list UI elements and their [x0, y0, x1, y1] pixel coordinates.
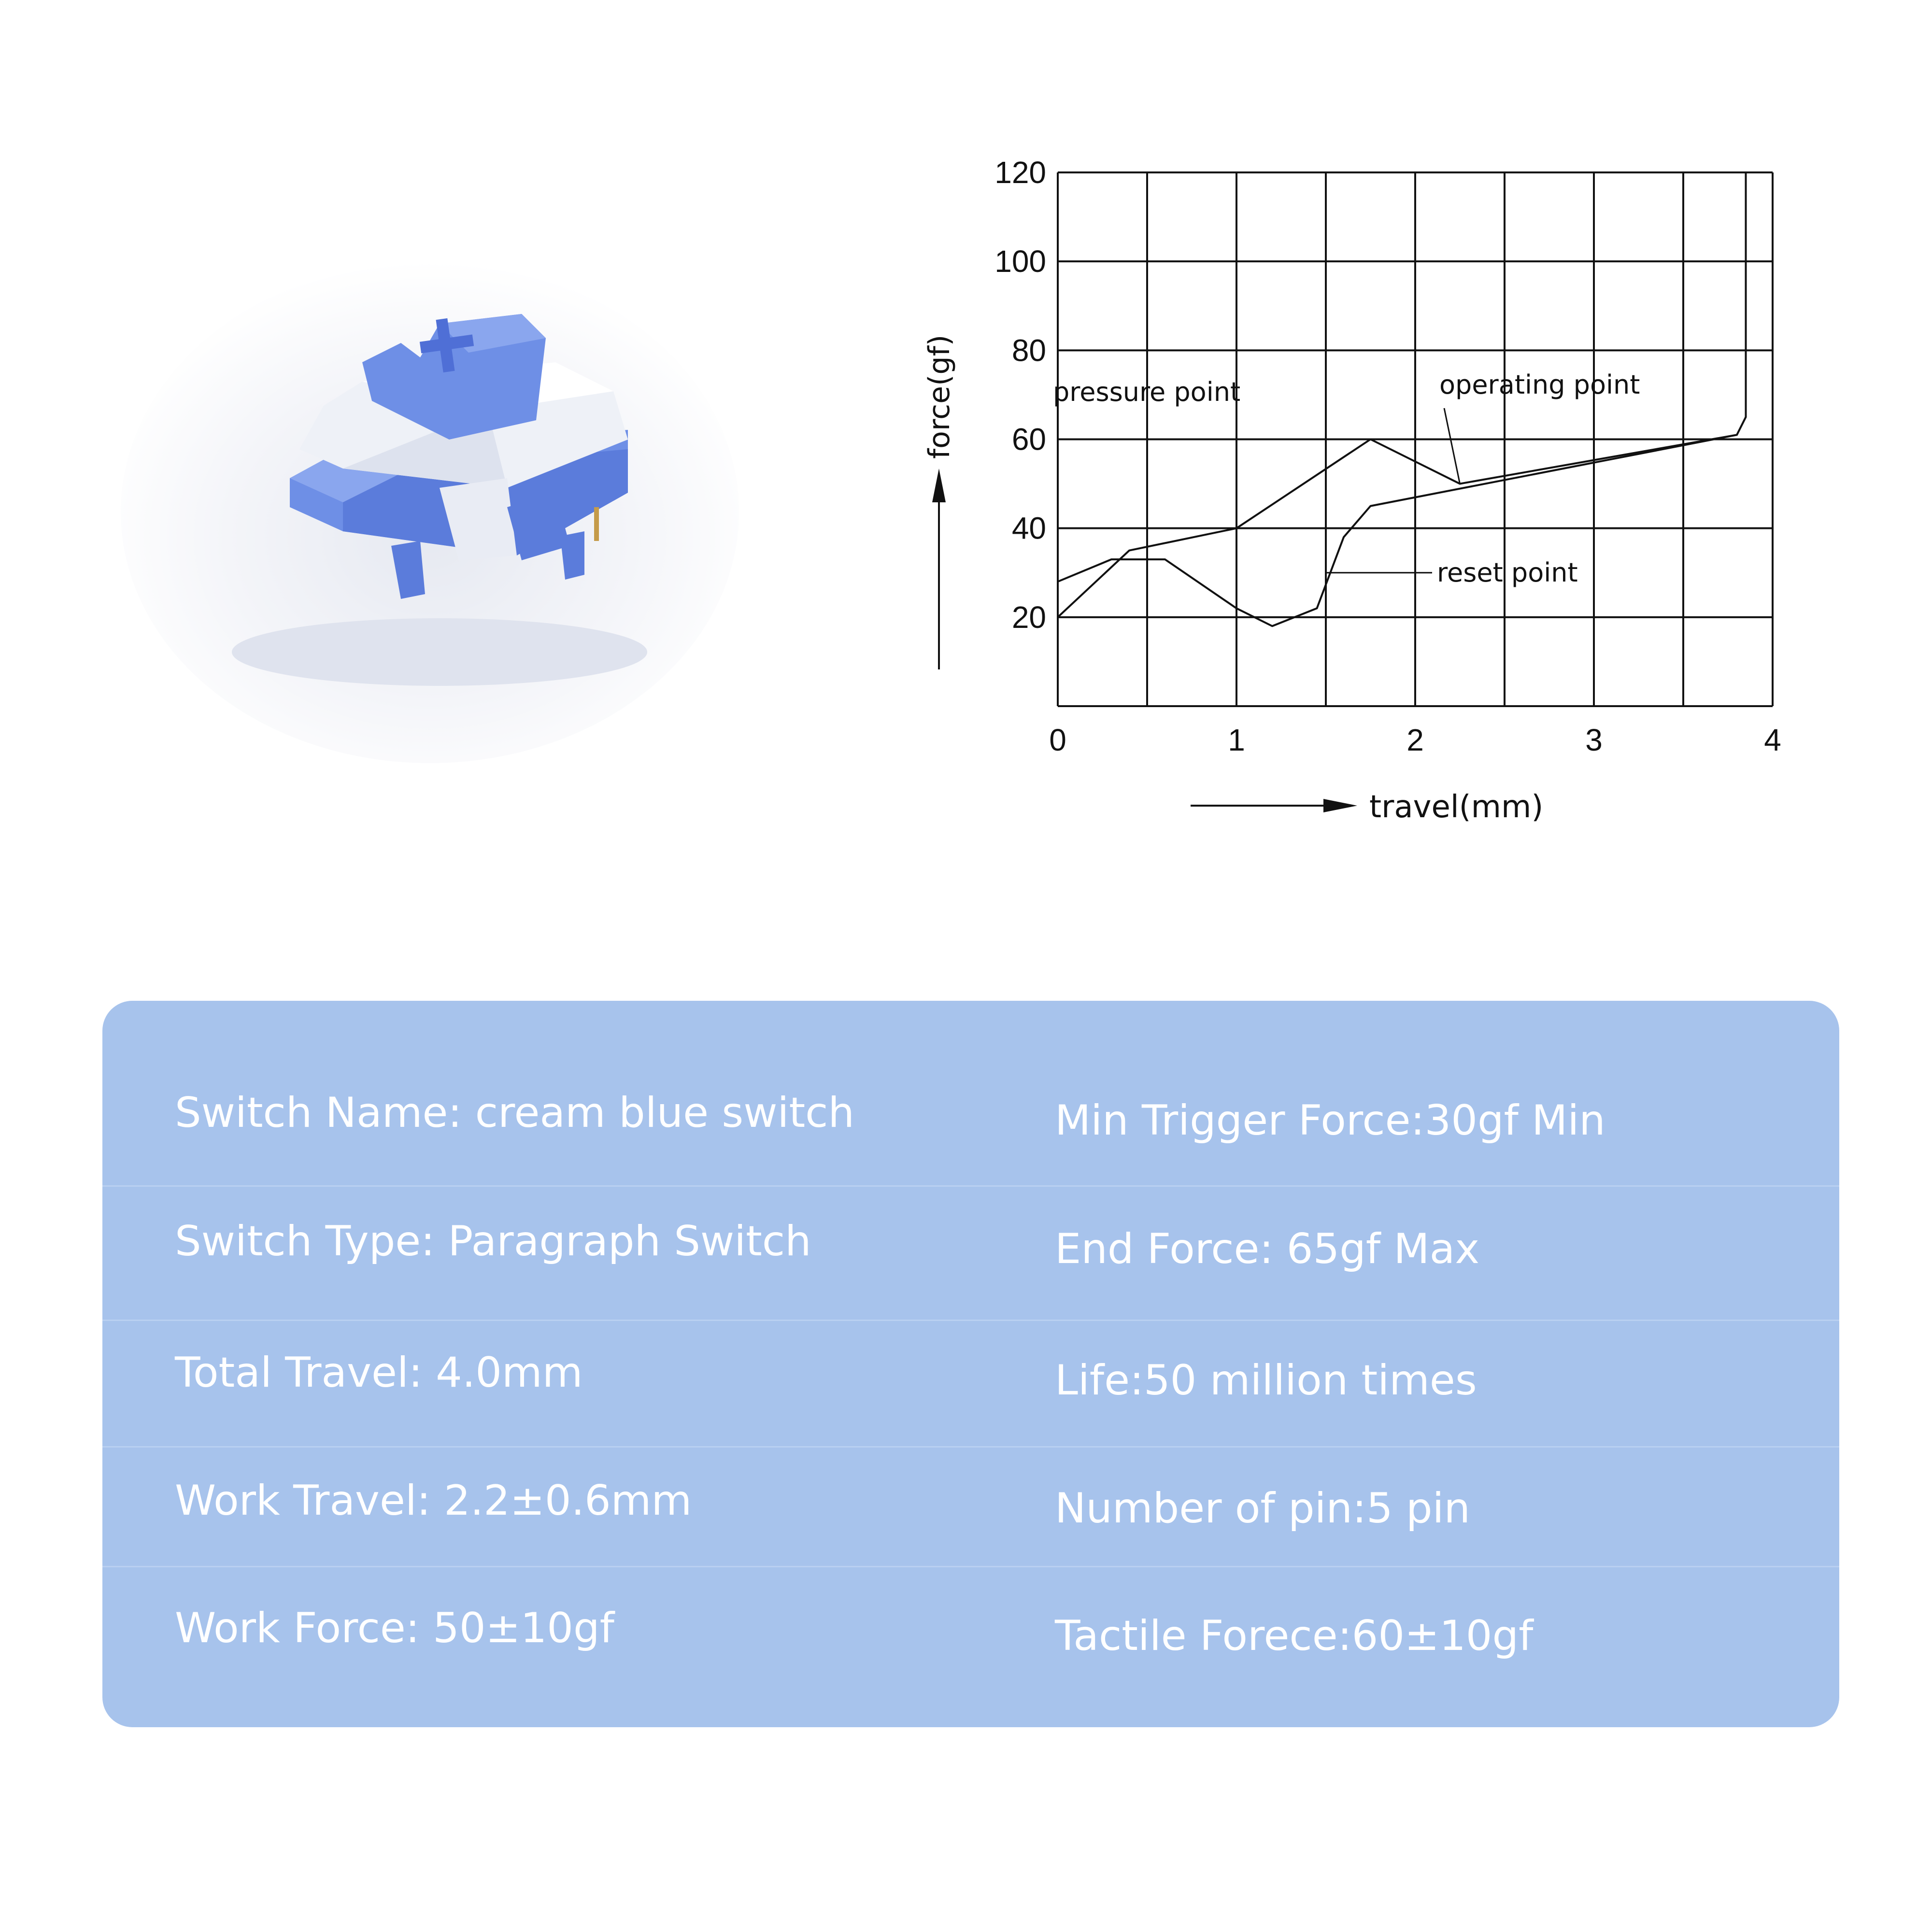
- spec-work-travel: Work Travel: 2.2±0.6mm: [175, 1477, 692, 1525]
- x-axis-label: travel(mm): [1369, 789, 1544, 825]
- spec-row: [102, 1001, 1839, 1187]
- y-tick-label: 20: [1011, 599, 1046, 635]
- y-tick-label: 60: [1011, 422, 1046, 457]
- annotation-label: reset point: [1437, 557, 1578, 588]
- x-tick-label: 4: [1764, 723, 1781, 757]
- spec-tactile-force: Tactile Forece:60±10gf: [1055, 1612, 1534, 1660]
- x-tick-label: 3: [1585, 723, 1603, 757]
- spec-table: [102, 1001, 1839, 1727]
- spec-switch-name: Switch Name: cream blue switch: [175, 1089, 854, 1137]
- spec-number-of-pin: Number of pin:5 pin: [1055, 1484, 1471, 1533]
- spec-row: [102, 1446, 1839, 1567]
- spec-row: [102, 1566, 1839, 1727]
- y-tick-label: 80: [1011, 333, 1046, 368]
- x-tick-label: 1: [1228, 723, 1245, 757]
- spec-end-force: End Force: 65gf Max: [1055, 1225, 1480, 1273]
- spec-work-force: Work Force: 50±10gf: [175, 1604, 614, 1652]
- spec-switch-type: Switch Type: Paragraph Switch: [175, 1217, 811, 1265]
- y-tick-label: 40: [1011, 511, 1046, 546]
- y-tick-label: 100: [994, 244, 1046, 279]
- x-tick-label: 2: [1406, 723, 1424, 757]
- series-line-2: [1058, 435, 1737, 626]
- y-axis-arrow-head: [932, 469, 946, 502]
- spec-life: Life:50 million times: [1055, 1356, 1477, 1405]
- force-travel-chart: [894, 126, 1811, 850]
- annotation-label: operating point: [1439, 369, 1640, 400]
- y-tick-label: 120: [994, 155, 1046, 190]
- annotation-leader: [1444, 408, 1460, 484]
- spec-row: [102, 1185, 1839, 1321]
- x-tick-label: 0: [1049, 723, 1066, 757]
- product-photo: [72, 111, 787, 811]
- annotation-label: pressure point: [1053, 377, 1241, 407]
- spec-total-travel: Total Travel: 4.0mm: [175, 1349, 583, 1397]
- spec-row: [102, 1320, 1839, 1448]
- x-axis-arrow-head: [1323, 799, 1357, 812]
- y-axis-label: force(gf): [923, 334, 956, 459]
- spec-min-trigger-force: Min Trigger Force:30gf Min: [1055, 1096, 1605, 1145]
